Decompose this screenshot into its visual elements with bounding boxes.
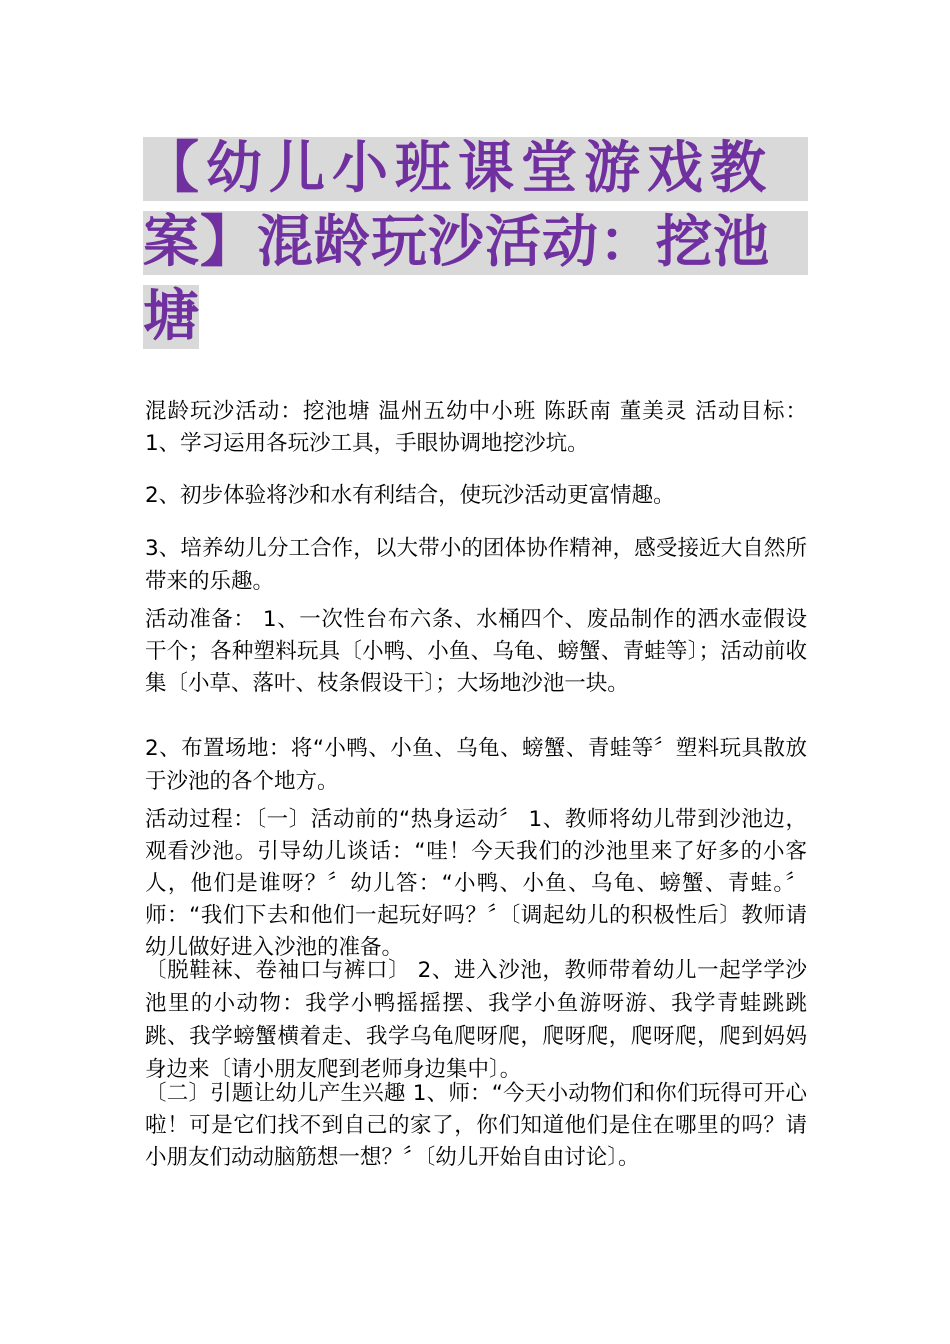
document-title xyxy=(143,132,808,354)
title-line-1: 【幼儿小班课堂游戏教 xyxy=(143,132,808,206)
title-line-2: 案】混龄玩沙活动：挖池 xyxy=(143,206,808,280)
paragraph-objective-3: 3、培养幼儿分工合作，以大带小的团体协作精神，感受接近大自然所带来的乐趣。 xyxy=(145,536,807,594)
paragraph-objective-2: 2、初步体验将沙和水有利结合，使玩沙活动更富情趣。 xyxy=(145,483,675,508)
paragraph-preparation: 活动准备： 1、一次性台布六条、水桶四个、废品制作的洒水壶假设干个；各种塑料玩具〔小鸭、小鱼、乌龟、螃蟹、青蛙等〕；活动前收集〔小草、落叶、枝条假设干〕；大场地沙池一块。 xyxy=(145,607,807,696)
paragraph-process-1: 活动过程：〔一〕活动前的“热身运动〞 1、教师将幼儿带到沙池边，观看沙池。引导幼儿谈话：“哇！今天我们的沙池里来了好多的小客人，他们是谁呀？〞幼儿答：“小鸭、小鱼、乌龟、螃蟹、青蛙。〞师：“我们下去和他们一起玩好吗？〞〔调起幼儿的积极性后〕教师请幼儿做好进入沙池的准备。 xyxy=(145,807,807,960)
paragraph-process-2: 〔脱鞋袜、卷袖口与裤口〕 2、进入沙池，教师带着幼儿一起学学沙池里的小动物：我学小鸭摇摇摆、我学小鱼游呀游、我学青蛙跳跳跳、我学螃蟹横着走、我学乌龟爬呀爬，爬呀爬，爬呀爬，爬到妈妈身边来〔请小朋友爬到老师身边集中〕。 xyxy=(145,958,807,1082)
title-line-3: 塘 xyxy=(143,284,199,349)
paragraph-preparation-2: 2、布置场地：将“小鸭、小鱼、乌龟、螃蟹、青蛙等〞塑料玩具散放于沙池的各个地方。 xyxy=(145,736,807,794)
paragraph-process-3: 〔二〕引题让幼儿产生兴趣 1、师：“今天小动物们和你们玩得可开心啦！可是它们找不到自己的家了，你们知道他们是住在哪里的吗？请小朋友们动动脑筋想一想？〞〔幼儿开始自由讨论〕。 xyxy=(145,1081,807,1170)
paragraph-objectives: 混龄玩沙活动：挖池塘 温州五幼中小班 陈跃南 董美灵 活动目标： 1、学习运用各玩沙工具，手眼协调地挖沙坑。 xyxy=(145,399,807,456)
